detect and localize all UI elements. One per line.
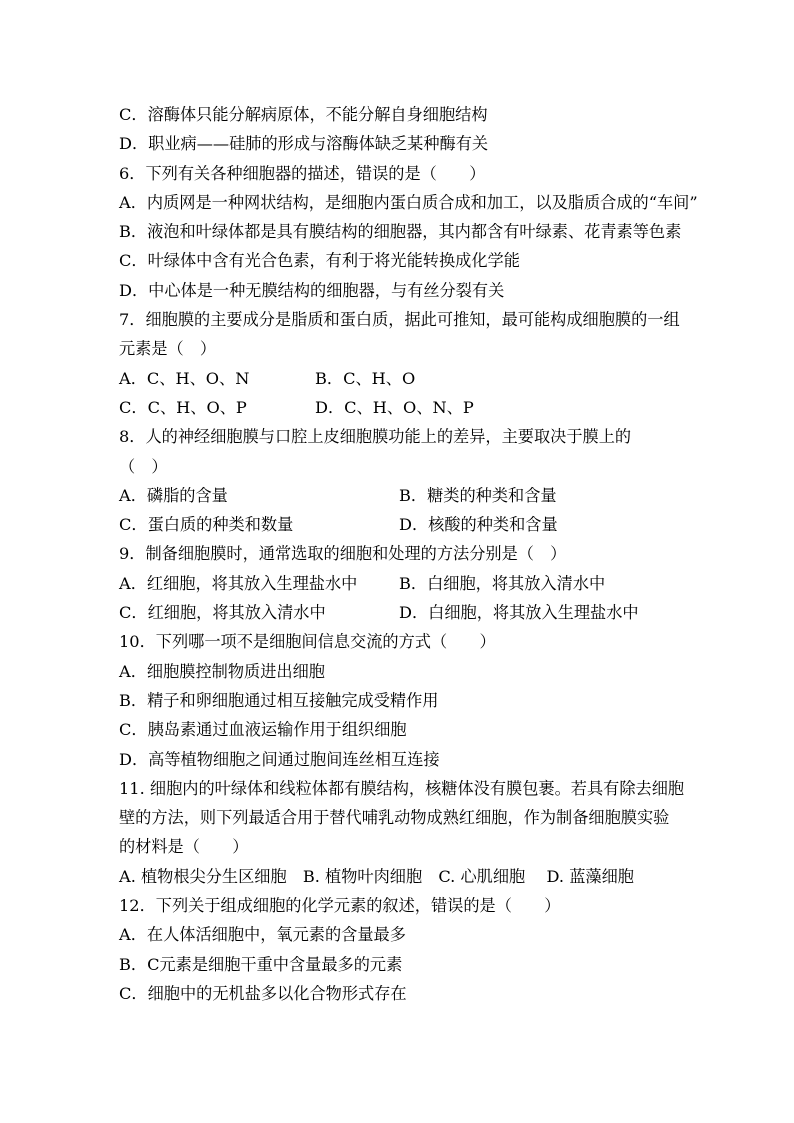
q7-option-d: D．C、H、O、N、P — [315, 397, 474, 417]
q9-options-row2 — [119, 598, 679, 627]
q11-stem-line2: 壁的方法，则下列最适合用于替代哺乳动物成熟红细胞，作为制备细胞膜实验 — [119, 808, 670, 828]
q7-option-c: C．C、H、O、P — [119, 397, 247, 417]
q9-option-c: C．红细胞，将其放入清水中 — [119, 603, 326, 623]
q7-stem-line1: 7．细胞膜的主要成分是脂质和蛋白质，据此可推知，最可能构成细胞膜的一组 — [119, 310, 680, 330]
q8-stem-line2: （ ） — [119, 456, 168, 476]
q6-option-d: D．中心体是一种无膜结构的细胞器，与有丝分裂有关 — [119, 280, 505, 300]
q11-options: A. 植物根尖分生区细胞 B. 植物叶肉细胞 C. 心肌细胞 D. 蓝藻细胞 — [119, 866, 634, 886]
q10-option-b: B．精子和卵细胞通过相互接触完成受精作用 — [119, 690, 439, 710]
q8-options-row1 — [119, 481, 679, 510]
q8-option-a: A．磷脂的含量 — [119, 485, 228, 505]
q8-stem-line1: 8．人的神经细胞膜与口腔上皮细胞膜功能上的差异，主要取决于膜上的 — [119, 427, 632, 447]
q10-stem: 10．下列哪一项不是细胞间信息交流的方式（ ） — [119, 632, 496, 652]
q8-options-row2 — [119, 510, 679, 539]
q10-option-a: A．细胞膜控制物质进出细胞 — [119, 661, 325, 681]
q10-option-d: D．高等植物细胞之间通过胞间连丝相互连接 — [119, 749, 440, 769]
q10-option-c: C．胰岛素通过血液运输作用于组织细胞 — [119, 720, 407, 740]
q11-stem-line3: 的材料是（ ） — [119, 837, 249, 857]
q12-option-c: C．细胞中的无机盐多以化合物形式存在 — [119, 983, 407, 1003]
q6-option-b: B．液泡和叶绿体都是具有膜结构的细胞器，其内都含有叶绿素、花青素等色素 — [119, 222, 682, 242]
q6-option-a: A．内质网是一种网状结构，是细胞内蛋白质合成和加工，以及脂质合成的“车间” — [119, 192, 698, 212]
q9-option-d: D．白细胞，将其放入生理盐水中 — [399, 603, 639, 623]
document-page — [119, 100, 698, 1008]
q5-option-d: D．职业病——硅肺的形成与溶酶体缺乏某种酶有关 — [119, 134, 489, 154]
q12-option-a: A．在人体活细胞中，氧元素的含量最多 — [119, 925, 406, 945]
q9-options-row1 — [119, 569, 679, 598]
q9-option-a: A．红细胞，将其放入生理盐水中 — [119, 573, 358, 593]
q5-option-c: C．溶酶体只能分解病原体，不能分解自身细胞结构 — [119, 105, 488, 124]
q12-stem: 12．下列关于组成细胞的化学元素的叙述，错误的是（ ） — [119, 896, 561, 916]
q6-option-c: C．叶绿体中含有光合色素，有利于将光能转换成化学能 — [119, 251, 520, 271]
q7-options-row2 — [119, 393, 679, 422]
q7-option-a: A．C、H、O、N — [119, 368, 250, 388]
q12-option-b: B．C元素是细胞干重中含量最多的元素 — [119, 954, 403, 974]
q7-option-b: B．C、H、O — [315, 368, 416, 388]
q8-option-d: D．核酸的种类和含量 — [399, 515, 558, 535]
q7-options-row1 — [119, 364, 679, 393]
q6-stem: 6．下列有关各种细胞器的描述，错误的是（ ） — [119, 163, 486, 183]
q9-stem: 9．制备细胞膜时，通常选取的细胞和处理的方法分别是（ ） — [119, 544, 567, 564]
q9-option-b: B．白细胞，将其放入清水中 — [399, 573, 606, 593]
q11-stem-line1: 11. 细胞内的叶绿体和线粒体都有膜结构，核糖体没有膜包裹。若具有除去细胞 — [119, 778, 685, 798]
q8-option-c: C．蛋白质的种类和数量 — [119, 515, 294, 535]
q7-stem-line2: 元素是（ ） — [119, 339, 217, 359]
q8-option-b: B．糖类的种类和含量 — [399, 485, 557, 505]
